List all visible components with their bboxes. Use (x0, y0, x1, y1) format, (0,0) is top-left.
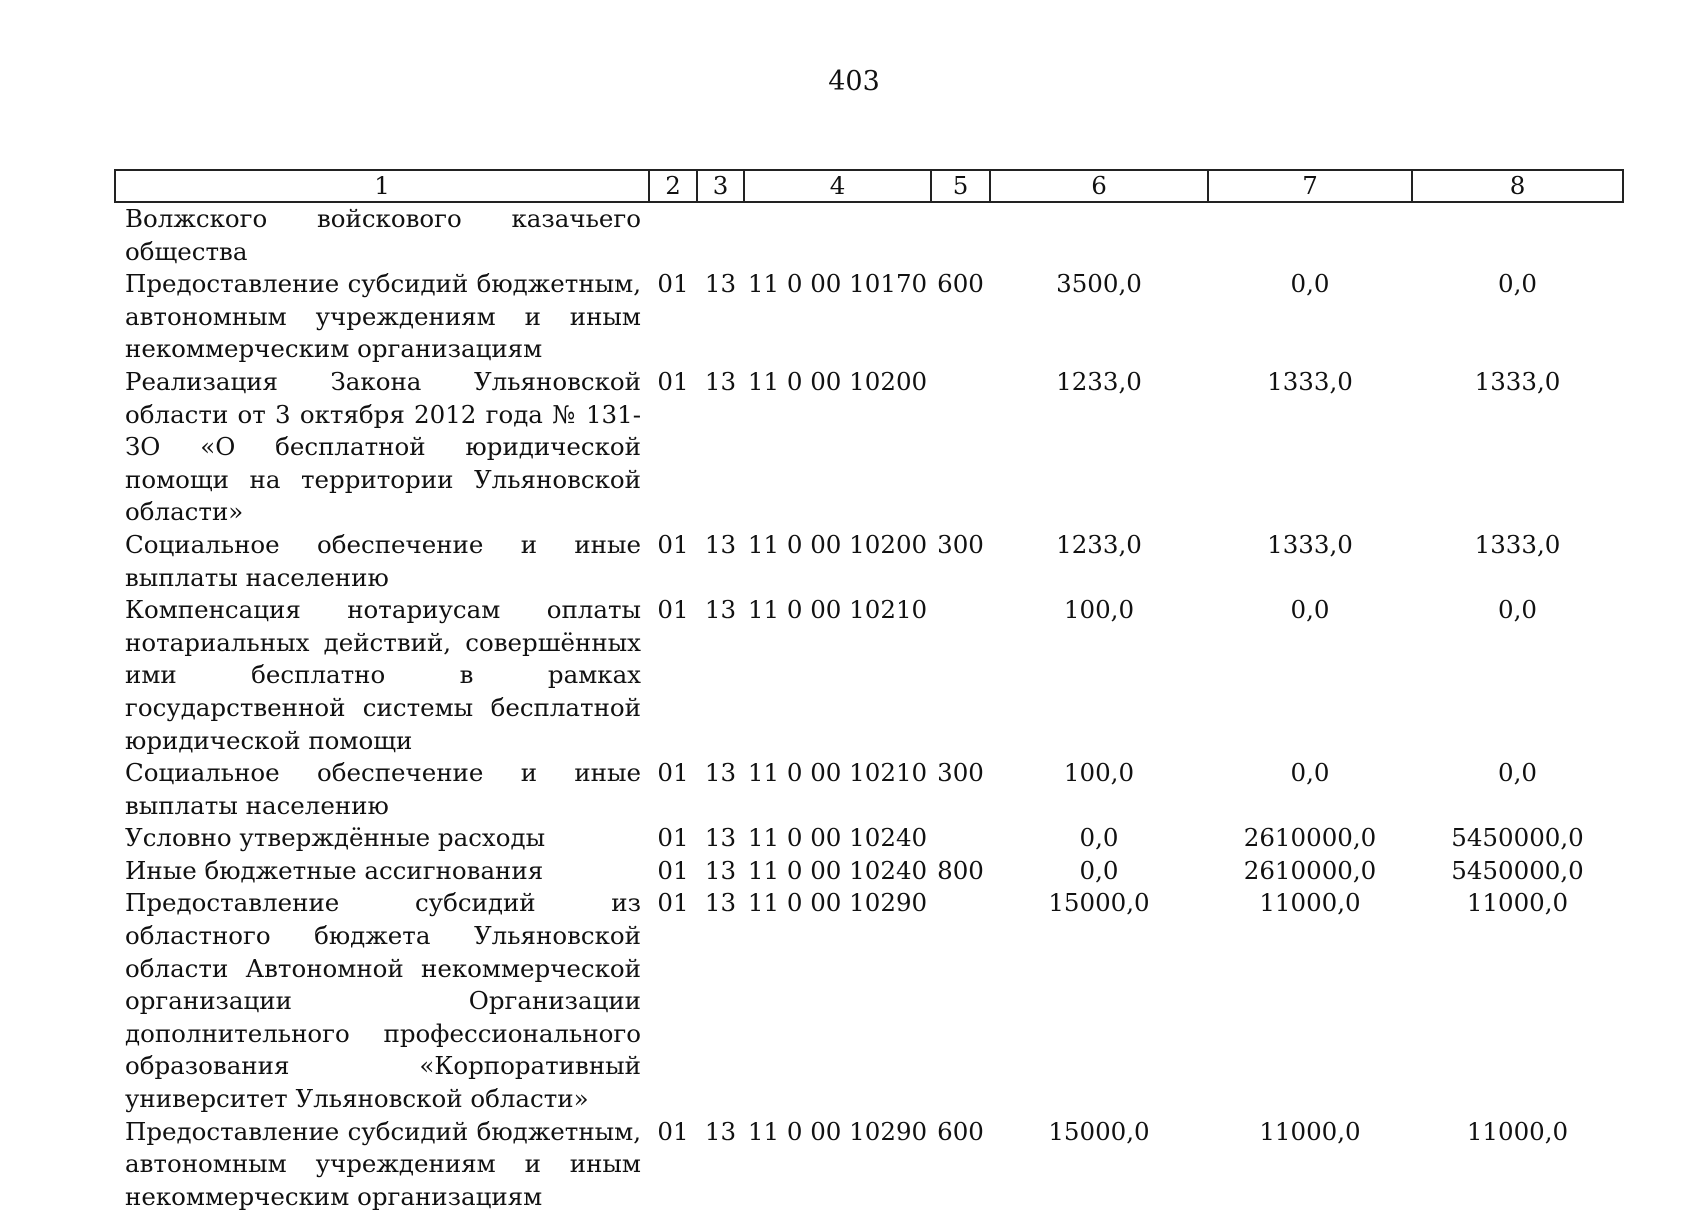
header-row (115, 170, 1623, 202)
table-row (115, 202, 1623, 268)
row-target-code (744, 202, 931, 268)
row-section (649, 202, 697, 268)
row-amount-col-8: 0,0 (1498, 269, 1537, 299)
table-header (115, 170, 1623, 202)
table-row (115, 855, 1623, 888)
row-amount-col-7: 2610000,0 (1243, 823, 1377, 853)
row-amount-col-7: 0,0 (1290, 595, 1330, 625)
row-expense-type: 300 (937, 758, 984, 788)
row-subsection: 13 (704, 823, 737, 853)
row-amount-col-7: 2610000,0 (1243, 855, 1377, 885)
row-section: 01 (657, 1116, 689, 1146)
row-subsection: 13 (704, 269, 737, 299)
table-row (115, 757, 1623, 822)
row-amount-col-8: 0,0 (1498, 595, 1537, 625)
row-name: Предоставление субсидий бюджетным, автономным учреждениям и иным некоммерческим организациям (125, 269, 641, 364)
row-section: 01 (657, 758, 689, 788)
row-target-code: 11 0 00 10290 (747, 1116, 928, 1146)
row-section: 01 (657, 855, 689, 885)
row-name: Волжского войскового казачьего общества (125, 204, 641, 266)
row-target-code: 11 0 00 10200 (747, 529, 928, 559)
header-col-4: 4 (744, 170, 931, 202)
row-expense-type: 800 (937, 855, 984, 885)
row-expense-type (931, 366, 990, 529)
row-amount-col-7: 11000,0 (1259, 888, 1361, 918)
row-expense-type (931, 202, 990, 268)
row-amount-col-6: 100,0 (1063, 595, 1135, 625)
row-amount-col-6: 0,0 (1079, 855, 1119, 885)
table-row (115, 887, 1623, 1115)
row-amount-col-6: 0,0 (1079, 823, 1119, 853)
row-expense-type: 300 (937, 529, 984, 559)
header-col-8: 8 (1412, 170, 1623, 202)
row-amount-col-6: 15000,0 (1048, 888, 1150, 918)
row-section: 01 (657, 529, 689, 559)
row-name: Социальное обеспечение и иные выплаты населению (125, 758, 641, 820)
row-name: Предоставление субсидий бюджетным, автономным учреждениям и иным некоммерческим организациям (125, 1116, 641, 1211)
row-amount-col-7: 0,0 (1290, 269, 1330, 299)
page-number: 403 (828, 66, 880, 97)
header-col-2: 2 (649, 170, 697, 202)
row-target-code: 11 0 00 10200 (747, 366, 928, 396)
row-target-code: 11 0 00 10210 (747, 595, 928, 625)
row-target-code: 11 0 00 10170 (747, 269, 928, 299)
row-amount-col-6: 1233,0 (1056, 366, 1142, 396)
row-amount-col-8: 11000,0 (1466, 888, 1569, 918)
row-amount-col-8: 0,0 (1498, 758, 1537, 788)
row-name: Социальное обеспечение и иные выплаты населению (125, 529, 641, 592)
row-amount-col-8: 5450000,0 (1451, 855, 1584, 885)
row-subsection (697, 202, 744, 268)
row-expense-type: 600 (937, 1116, 984, 1146)
row-amount-col-6: 3500,0 (1056, 269, 1142, 299)
header-col-5: 5 (931, 170, 990, 202)
table-row (115, 822, 1623, 855)
table-row (115, 366, 1623, 529)
row-name: Условно утверждённые расходы (125, 823, 546, 853)
table-body (115, 202, 1623, 1213)
row-name: Предоставление субсидий из областного бюджета Ульяновской области Автономной некоммерческой организации Организации дополнительного профессионального образования «Корпоративный университет Ульяновской области» (125, 888, 641, 1114)
row-amount-col-6: 15000,0 (1048, 1116, 1150, 1146)
row-name: Иные бюджетные ассигнования (125, 855, 544, 885)
table-row (115, 1116, 1623, 1213)
row-name: Компенсация нотариусам оплаты нотариальных действий, совершённых ими бесплатно в рамках государственной системы бесплатной юридической помощи (125, 595, 641, 755)
row-amount-col-7: 0,0 (1290, 758, 1330, 788)
table-row (115, 529, 1623, 594)
row-amount-col-6: 100,0 (1063, 758, 1135, 788)
row-subsection: 13 (704, 888, 737, 918)
row-amount-col-7 (1208, 202, 1412, 268)
row-expense-type: 600 (937, 269, 984, 299)
row-expense-type (931, 887, 990, 1115)
row-section: 01 (657, 269, 689, 299)
row-subsection: 13 (704, 758, 737, 788)
row-amount-col-8 (1412, 202, 1623, 268)
row-target-code: 11 0 00 10240 (747, 823, 928, 853)
row-amount-col-8: 5450000,0 (1451, 823, 1584, 853)
row-expense-type (931, 594, 990, 757)
row-name: Реализация Закона Ульяновской области от 3 октября 2012 года № 131-ЗО «О бесплатной юридической помощи на территории Ульяновской области» (125, 366, 641, 527)
row-amount-col-6 (990, 202, 1208, 268)
row-amount-col-7: 1333,0 (1267, 366, 1353, 396)
table-row (115, 268, 1623, 366)
header-col-3: 3 (697, 170, 744, 202)
row-target-code: 11 0 00 10290 (747, 888, 928, 918)
row-amount-col-7: 11000,0 (1259, 1116, 1361, 1146)
row-section: 01 (657, 823, 689, 853)
header-col-1: 1 (115, 170, 649, 202)
row-amount-col-8: 1333,0 (1474, 529, 1561, 559)
row-expense-type (931, 822, 990, 855)
row-amount-col-7: 1333,0 (1267, 529, 1353, 559)
row-subsection: 13 (704, 855, 737, 885)
row-target-code: 11 0 00 10240 (747, 855, 928, 885)
row-subsection: 13 (704, 595, 737, 625)
row-section: 01 (657, 366, 689, 396)
row-amount-col-8: 11000,0 (1466, 1116, 1569, 1146)
row-amount-col-6: 1233,0 (1056, 529, 1142, 559)
row-subsection: 13 (704, 529, 737, 559)
row-section: 01 (657, 595, 689, 625)
row-amount-col-8: 1333,0 (1474, 366, 1561, 396)
header-col-7: 7 (1208, 170, 1412, 202)
table-row (115, 594, 1623, 757)
row-target-code: 11 0 00 10210 (747, 758, 928, 788)
budget-table (114, 169, 1624, 1213)
row-section: 01 (657, 888, 689, 918)
row-subsection: 13 (704, 366, 737, 396)
header-col-6: 6 (990, 170, 1208, 202)
row-subsection: 13 (704, 1116, 737, 1146)
